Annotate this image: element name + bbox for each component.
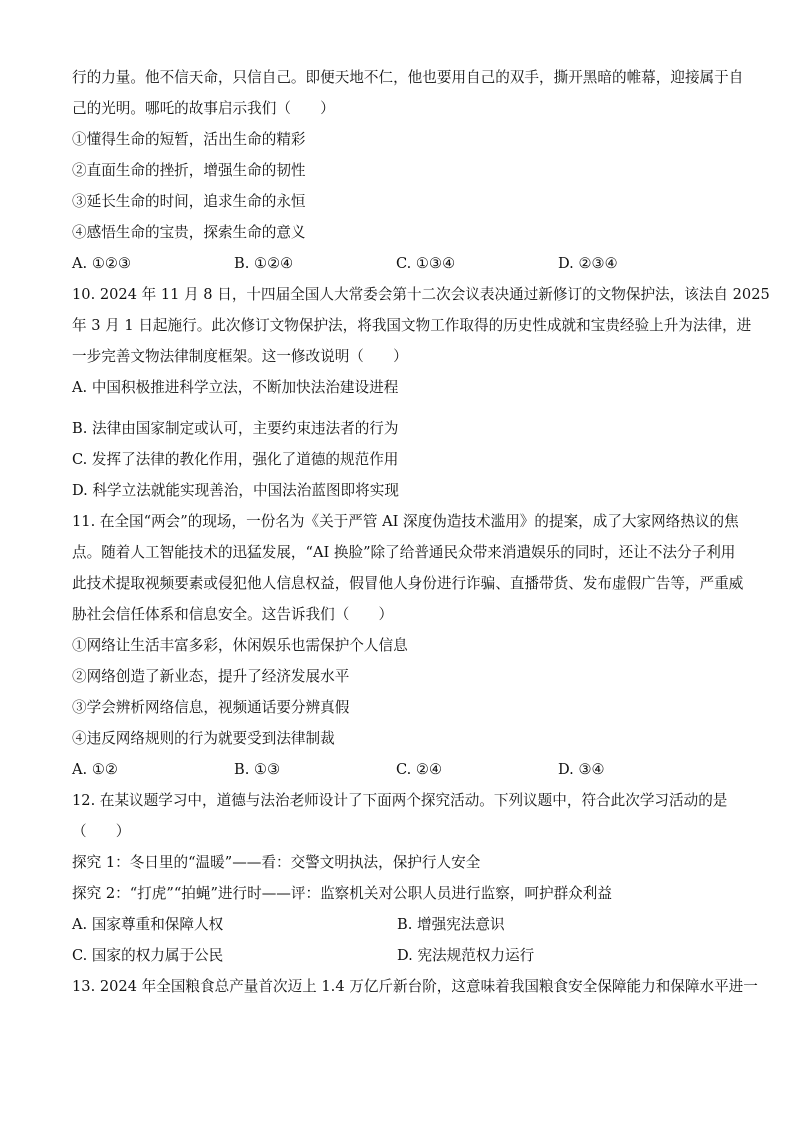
option-d: D. 科学立法就能实现善治，中国法治蓝图即将实现 (72, 482, 399, 499)
answer-options (72, 754, 732, 785)
question-text-line: 行的力量。他不信天命，只信自己。即便天地不仁，他也要用自己的双手，撕开黑暗的帷幕，迎接属于自 (72, 69, 744, 86)
option-a: A. ①② (72, 761, 118, 778)
question-9 (72, 62, 744, 279)
question-text-line: 13. 2024 年全国粮食总产量首次迈上 1.4 万亿斤新台阶，这意味着我国粮食安全保障能力和保障水平进一 (72, 978, 758, 995)
question-text-line: 一步完善文物法律制度框架。这一修改说明（ ） (72, 348, 408, 365)
option-b: B. 增强宪法意识 (397, 916, 505, 933)
activity-2: 探究 2：“打虎”“拍蝇”进行时——评：监察机关对公职人员进行监察，呵护群众利益 (72, 885, 612, 902)
option-a: A. ①②③ (72, 255, 132, 272)
option-c: C. 发挥了法律的教化作用，强化了道德的规范作用 (72, 451, 399, 468)
answer-options-row-2 (72, 940, 732, 971)
option-a: A. 国家尊重和保障人权 (72, 916, 224, 933)
question-text-line: 点。随着人工智能技术的迅猛发展，“AI 换脸”除了给普通民众带来消遣娱乐的同时，还让不法分子利用 (72, 544, 736, 561)
option-b: B. ①②④ (234, 255, 294, 272)
option-b: B. ①③ (234, 761, 281, 778)
question-text-line: 此技术提取视频要素或侵犯他人信息权益，假冒他人身份进行诈骗、直播带货、发布虚假广告等，严重威 (72, 575, 744, 592)
answer-options-row-1 (72, 909, 732, 940)
question-text-line: 11. 在全国“两会”的现场，一份名为《关于严管 AI 深度伪造技术滥用》的提案，成了大家网络热议的焦 (72, 513, 739, 530)
option-c: C. ②④ (396, 761, 443, 778)
question-text-line: 己的光明。哪吒的故事启示我们（ ） (72, 100, 335, 117)
question-text-line: 12. 在某议题学习中，道德与法治老师设计了下面两个探究活动。下列议题中，符合此次学习活动的是 (72, 792, 728, 809)
statement-2: ②直面生命的挫折，增强生命的韧性 (72, 162, 306, 179)
statement-3: ③延长生命的时间，追求生命的永恒 (72, 193, 306, 210)
question-text-line: 10. 2024 年 11 月 8 日，十四届全国人大常委会第十二次会议表决通过新修订的文物保护法，该法自 2025 (72, 286, 770, 303)
statement-1: ①网络让生活丰富多彩，休闲娱乐也需保护个人信息 (72, 637, 408, 654)
option-a: A. 中国积极推进科学立法，不断加快法治建设进程 (72, 379, 399, 396)
question-11 (72, 506, 744, 785)
statement-2: ②网络创造了新业态，提升了经济发展水平 (72, 668, 350, 685)
option-d: D. ③④ (558, 761, 605, 778)
question-12 (72, 785, 732, 971)
question-13 (72, 971, 758, 1002)
option-d: D. 宪法规范权力运行 (397, 947, 535, 964)
question-text-line: 胁社会信任体系和信息安全。这告诉我们（ ） (72, 606, 394, 623)
statement-4: ④违反网络规则的行为就要受到法律制裁 (72, 730, 335, 747)
option-b: B. 法律由国家制定或认可，主要约束违法者的行为 (72, 420, 399, 437)
statement-4: ④感悟生命的宝贵，探索生命的意义 (72, 224, 306, 241)
question-10 (72, 279, 770, 506)
statement-3: ③学会辨析网络信息，视频通话要分辨真假 (72, 699, 350, 716)
option-c: C. ①③④ (396, 255, 456, 272)
statement-1: ①懂得生命的短暂，活出生命的精彩 (72, 131, 306, 148)
question-text-line: 年 3 月 1 日起施行。此次修订文物保护法，将我国文物工作取得的历史性成就和宝贵经验上升为法律，进 (72, 317, 752, 334)
option-d: D. ②③④ (558, 255, 618, 272)
activity-1: 探究 1：冬日里的“温暖”——看：交警文明执法，保护行人安全 (72, 854, 481, 871)
exam-page (72, 62, 770, 1002)
option-c: C. 国家的权力属于公民 (72, 947, 224, 964)
answer-options (72, 248, 732, 279)
question-text-line: （ ） (72, 823, 131, 840)
